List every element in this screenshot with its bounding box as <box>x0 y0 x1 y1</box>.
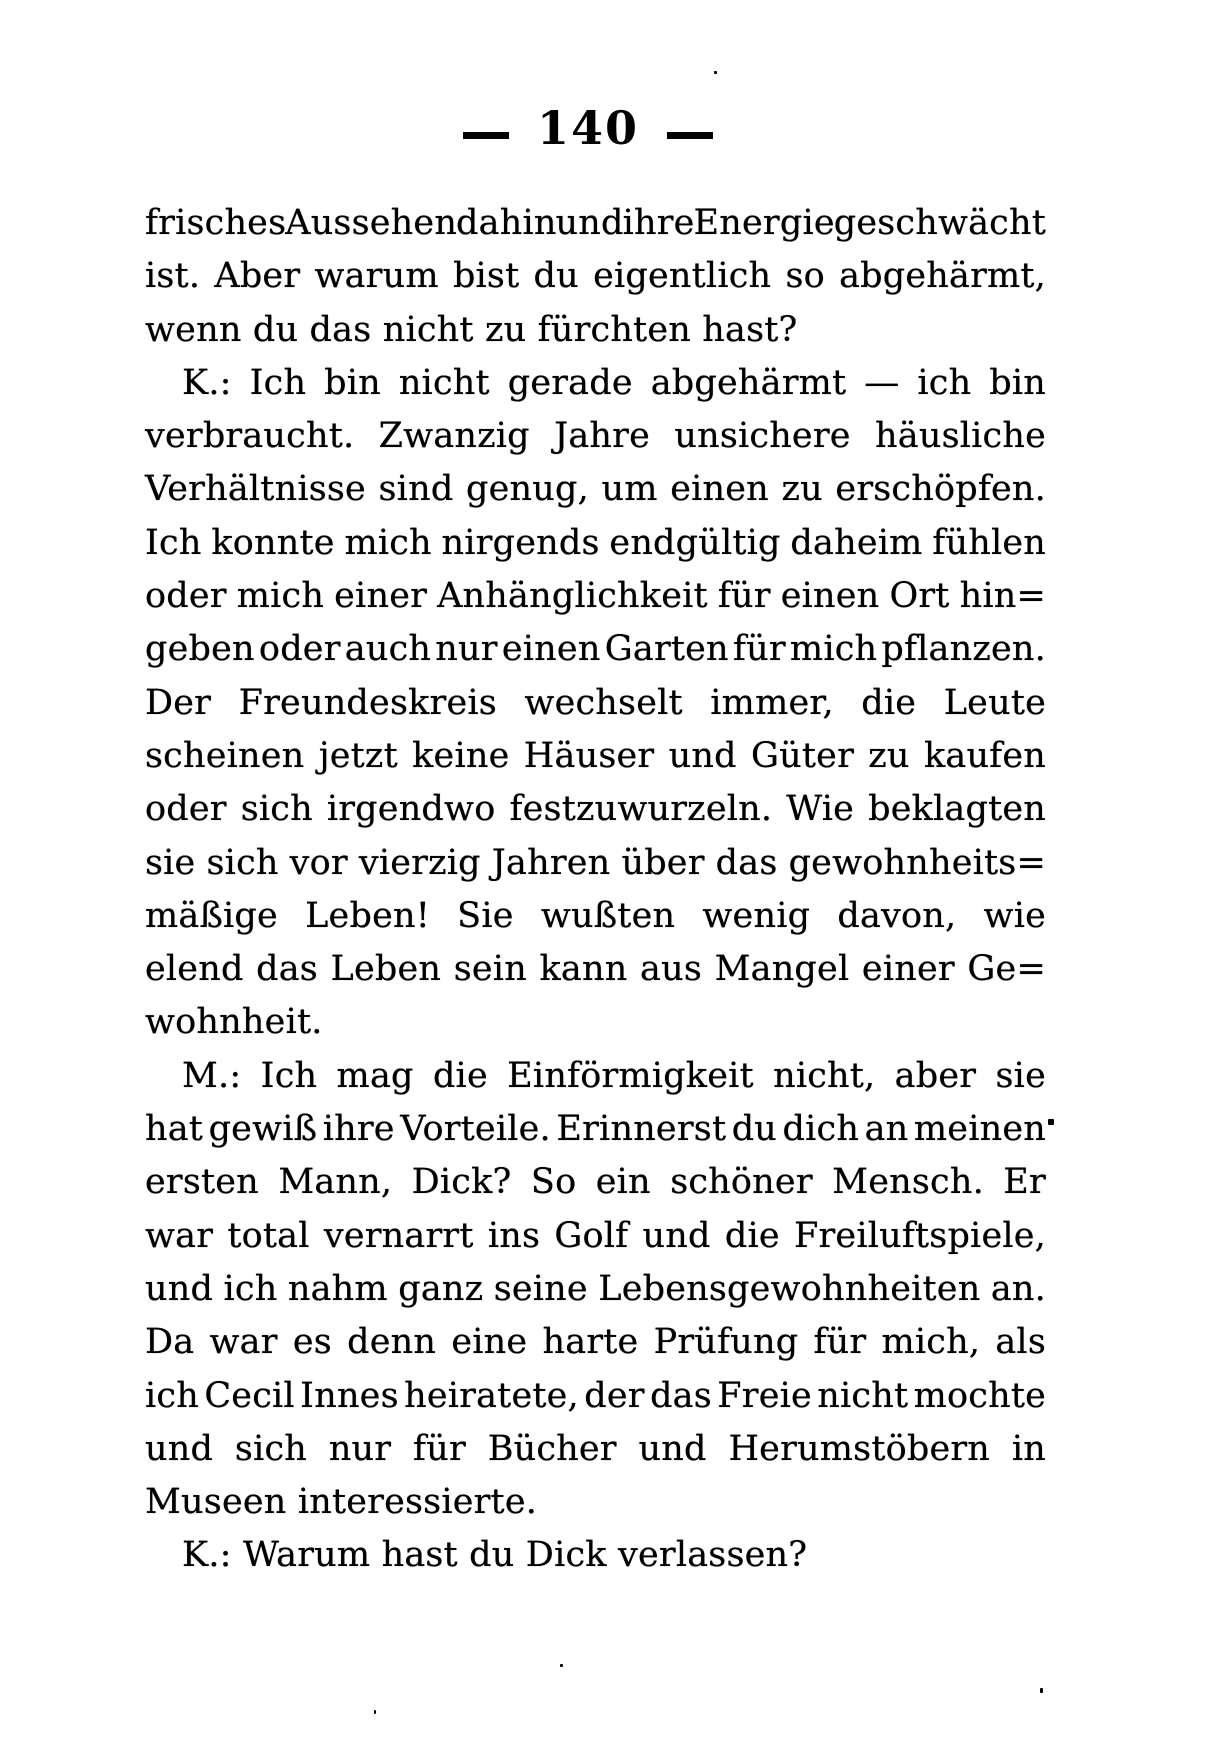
line-text: Da war es denn eine harte Prüfung für mich, als <box>145 1322 1046 1363</box>
text-line <box>145 1316 1046 1369</box>
text-line <box>145 677 1046 730</box>
header-dash-right-icon <box>667 132 713 139</box>
text-line <box>145 1103 1046 1156</box>
text-line <box>145 304 1046 357</box>
line-text: Museen interessierte. <box>145 1482 538 1523</box>
line-text: K.: Warum hast du Dick verlassen? <box>182 1535 808 1576</box>
line-text: Ich konnte mich nirgends endgültig daheim fühlen <box>145 522 1046 563</box>
text-line <box>145 570 1046 623</box>
line-text: M.: Ich mag die Einförmigkeit nicht, aber sie <box>182 1055 1046 1096</box>
line-text: ist. Aber warum bist du eigentlich so abgehärmt, <box>145 256 1046 297</box>
line-text: wohnheit. <box>145 1002 323 1043</box>
text-line <box>145 1156 1046 1209</box>
text-line <box>145 1423 1046 1476</box>
line-text: und sich nur für Bücher und Herumstöbern in <box>145 1428 1046 1469</box>
text-line <box>145 783 1046 836</box>
scan-speck <box>1040 1688 1043 1693</box>
text-block <box>145 197 1046 1583</box>
text-line <box>145 1529 1046 1582</box>
scan-speck <box>374 1710 376 1714</box>
text-line <box>145 517 1046 570</box>
text-line <box>145 250 1046 303</box>
line-text: verbraucht. Zwanzig Jahre unsichere häusliche <box>145 416 1046 457</box>
line-text: K.: Ich bin nicht gerade abgehärmt — ich bin <box>182 362 1046 403</box>
text-line <box>145 943 1046 996</box>
text-line <box>145 730 1046 783</box>
scan-speck <box>714 71 717 74</box>
line-text: Verhältnisse sind genug, um einen zu erschöpfen. <box>145 469 1046 510</box>
page-header <box>145 101 1031 155</box>
text-line <box>145 837 1046 890</box>
line-text: war total vernarrt ins Golf und die Freiluftspiele, <box>145 1215 1046 1256</box>
line-text: Der Freundeskreis wechselt immer, die Leute <box>145 682 1046 723</box>
text-line <box>145 463 1046 516</box>
scan-speck <box>560 1664 563 1667</box>
line-text: hat gewiß ihre Vorteile. Erinnerst du dich an meinen <box>145 1109 1046 1150</box>
line-text: und ich nahm ganz seine Lebensgewohnheiten an. <box>145 1268 1046 1309</box>
line-text: frisches Aussehen dahin und ihre Energie geschwächt <box>145 203 1046 243</box>
text-line <box>145 357 1046 410</box>
text-line <box>145 1263 1046 1316</box>
line-text: oder sich irgendwo festzuwurzeln. Wie beklagten <box>145 789 1046 830</box>
text-line <box>145 890 1046 943</box>
text-line <box>145 623 1046 676</box>
line-text: mäßige Leben! Sie wußten wenig davon, wie <box>145 895 1046 936</box>
line-text: scheinen jetzt keine Häuser und Güter zu kaufen <box>145 735 1046 776</box>
text-line <box>145 1476 1046 1529</box>
line-text: elend das Leben sein kann aus Mangel einer Ge= <box>145 949 1046 990</box>
scan-speck <box>1048 1119 1054 1125</box>
line-text: wenn du das nicht zu fürchten hast? <box>145 309 798 350</box>
text-line <box>145 1210 1046 1263</box>
text-line <box>145 1370 1046 1423</box>
text-line <box>145 197 1046 250</box>
text-line <box>145 410 1046 463</box>
header-dash-left-icon <box>463 132 509 139</box>
line-text: geben oder auch nur einen Garten für mich pflanzen. <box>145 629 1046 670</box>
page-number: 140 <box>536 101 640 155</box>
line-text: sie sich vor vierzig Jahren über das gewohnheits= <box>145 842 1046 883</box>
text-line <box>145 1050 1046 1103</box>
line-text: ich Cecil Innes heiratete, der das Freie nicht mochte <box>145 1375 1046 1416</box>
line-text: ersten Mann, Dick? So ein schöner Mensch. Er <box>145 1162 1046 1203</box>
line-text: oder mich einer Anhänglichkeit für einen Ort hin= <box>145 576 1046 617</box>
text-line <box>145 996 1046 1049</box>
